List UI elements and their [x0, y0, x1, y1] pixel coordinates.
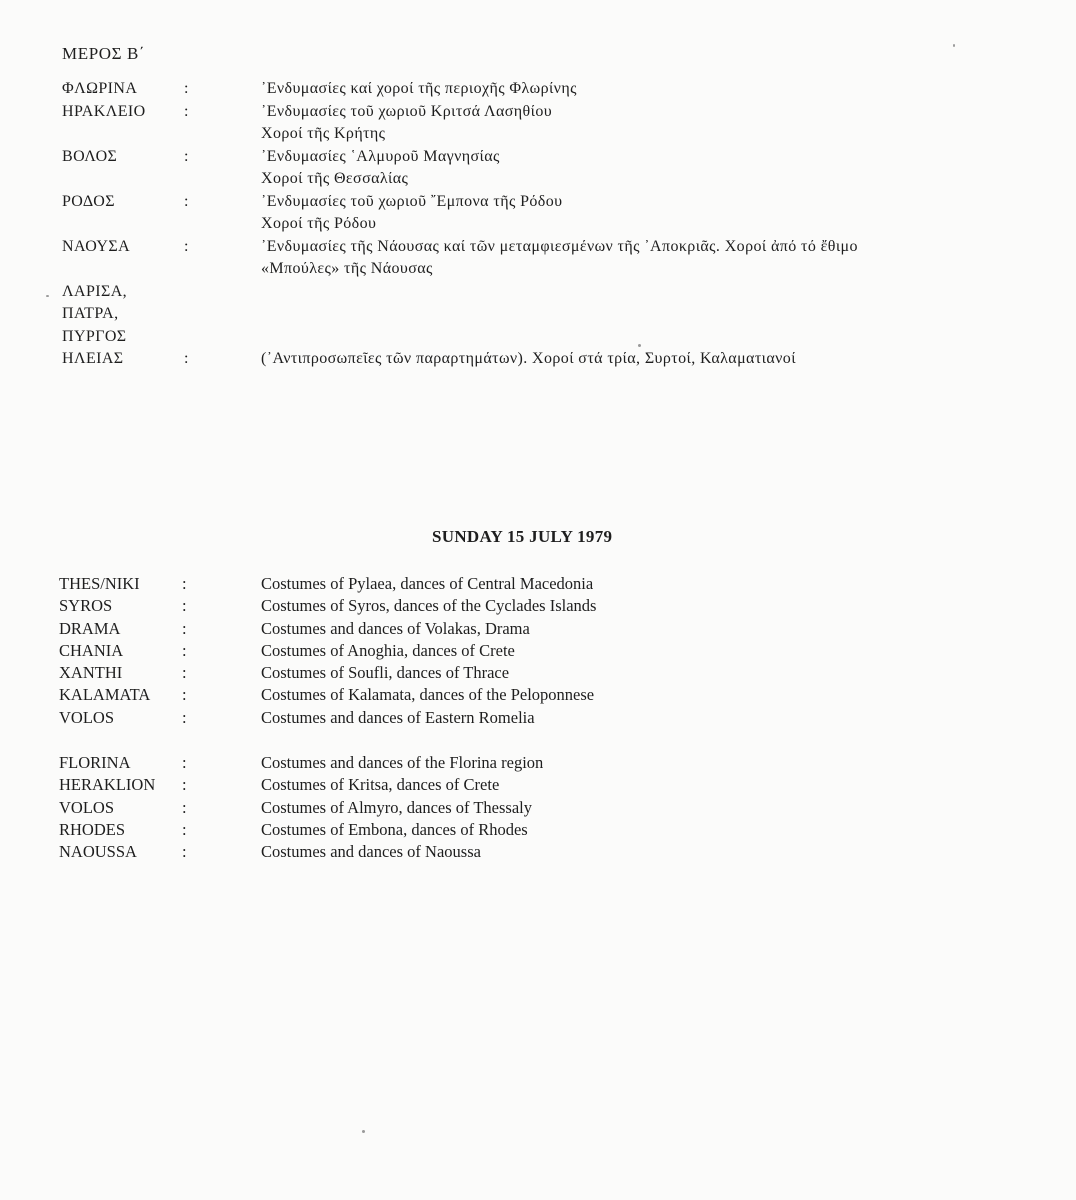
paper-speck: [46, 295, 49, 297]
list-item: [62, 281, 1022, 304]
separator: :: [184, 147, 189, 165]
part-title: ΜΕΡΟΣ Β΄: [62, 44, 146, 63]
event-description: Costumes and dances of the Florina region: [261, 753, 544, 772]
place-name: CHANIA: [59, 640, 124, 660]
list-item: [59, 595, 1019, 617]
event-description: ᾿Ενδυμασίες τοῦ χωριοῦ Κριτσά Λασηθίου: [261, 102, 553, 120]
english-program-list: [59, 752, 1019, 863]
event-description: Costumes of Soufli, dances of Thrace: [261, 663, 510, 683]
event-description: Costumes of Embona, dances of Rhodes: [261, 819, 528, 839]
event-description: Costumes and dances of Volakas, Drama: [261, 618, 530, 638]
paper-speck: [638, 344, 641, 347]
event-description: Χοροί τῆς Κρήτης: [261, 125, 386, 142]
event-description: ᾿Ενδυμασίες ῾Αλμυροῦ Μαγνησίας: [261, 147, 500, 165]
event-description: Costumes and dances of Eastern Romelia: [261, 707, 535, 727]
separator: :: [182, 753, 187, 772]
list-item: [62, 326, 1022, 349]
separator: :: [182, 819, 187, 839]
place-name: ΗΡΑΚΛΕΙΟ: [62, 102, 146, 120]
place-name: KALAMATA: [59, 685, 151, 705]
list-item: [59, 819, 1019, 841]
list-item: [62, 168, 1022, 191]
list-item: [59, 797, 1019, 819]
greek-program-list: [62, 78, 1022, 371]
place-name: RHODES: [59, 819, 126, 839]
list-item: [62, 236, 1022, 259]
event-description: ᾿Ενδυμασίες τοῦ χωριοῦ ῎Εμπονα τῆς Ρόδου: [261, 192, 563, 210]
separator: :: [182, 775, 187, 795]
list-item: [62, 258, 1022, 281]
place-name: NAOUSSA: [59, 842, 137, 862]
separator: :: [182, 797, 187, 817]
separator: :: [182, 685, 187, 705]
list-item: [59, 841, 1019, 863]
place-name: DRAMA: [59, 618, 121, 638]
event-description: Costumes and dances of Naoussa: [261, 842, 481, 862]
list-item: [62, 123, 1022, 146]
separator: :: [182, 596, 187, 616]
separator: :: [182, 663, 187, 683]
event-description: Costumes of Syros, dances of the Cyclades Islands: [261, 596, 597, 616]
separator: :: [182, 618, 187, 638]
place-name: THES/NIKI: [59, 574, 140, 593]
separator: :: [182, 707, 187, 727]
place-name: XANTHI: [59, 663, 123, 683]
separator: :: [184, 350, 189, 367]
event-description: ᾿Ενδυμασίες τῆς Νάουσας καί τῶν μεταμφιεσμένων τῆς ᾿Αποκριᾶς. Χοροί ἀπό τό ἔθιμο: [261, 237, 858, 255]
list-item: [62, 303, 1022, 326]
separator: :: [182, 640, 187, 660]
list-item: [59, 707, 1019, 729]
place-name: ΒΟΛΟΣ: [62, 147, 118, 165]
separator: :: [184, 192, 189, 210]
event-description: Costumes of Anoghia, dances of Crete: [261, 640, 515, 660]
place-name: ΠΑΤΡΑ,: [62, 305, 119, 322]
event-description: Costumes of Kalamata, dances of the Peloponnese: [261, 685, 595, 705]
list-item: [59, 618, 1019, 640]
place-name: ΗΛΕΙΑΣ: [62, 350, 124, 367]
event-description: ᾿Ενδυμασίες καί χοροί τῆς περιοχῆς Φλωρίνης: [261, 80, 577, 97]
separator: :: [182, 842, 187, 862]
list-item: [62, 348, 1022, 371]
event-description: «Μπούλες» τῆς Νάουσας: [261, 260, 433, 277]
place-name: FLORINA: [59, 753, 131, 772]
paper-speck: [362, 1130, 365, 1133]
list-item: [59, 684, 1019, 706]
event-description: Costumes of Pylaea, dances of Central Macedonia: [261, 574, 594, 593]
list-item: [59, 573, 1019, 595]
event-description: Χοροί τῆς Θεσσαλίας: [261, 170, 409, 187]
separator: :: [184, 237, 189, 255]
event-description: Costumes of Kritsa, dances of Crete: [261, 775, 500, 795]
separator: :: [184, 80, 189, 97]
list-item: [59, 774, 1019, 796]
separator: :: [182, 574, 187, 593]
list-item: [62, 213, 1022, 236]
list-item: [59, 640, 1019, 662]
list-item: [62, 101, 1022, 124]
list-item: [59, 752, 1019, 774]
list-item: [62, 191, 1022, 214]
date-heading: SUNDAY 15 JULY 1979: [432, 527, 613, 546]
separator: :: [184, 102, 189, 120]
english-program-list: [59, 573, 1019, 729]
event-description: Χοροί τῆς Ρόδου: [261, 215, 377, 232]
place-name: VOLOS: [59, 797, 115, 817]
place-name: ΠΥΡΓΟΣ: [62, 327, 127, 345]
place-name: SYROS: [59, 596, 113, 616]
list-item: [62, 78, 1022, 101]
place-name: ΡΟΔΟΣ: [62, 192, 115, 210]
list-item: [62, 146, 1022, 169]
place-name: VOLOS: [59, 707, 115, 727]
paper-speck: [953, 44, 955, 47]
place-name: ΛΑΡΙΣΑ,: [62, 282, 128, 300]
event-description: Costumes of Almyro, dances of Thessaly: [261, 797, 532, 817]
place-name: HERAKLION: [59, 775, 156, 795]
place-name: ΦΛΩΡΙΝΑ: [62, 80, 138, 97]
place-name: ΝΑΟΥΣΑ: [62, 237, 131, 255]
list-item: [59, 662, 1019, 684]
event-description: (᾿Αντιπροσωπεῖες τῶν παραρτημάτων). Χοροί στά τρία, Συρτοί, Καλαματιανοί: [261, 350, 796, 367]
